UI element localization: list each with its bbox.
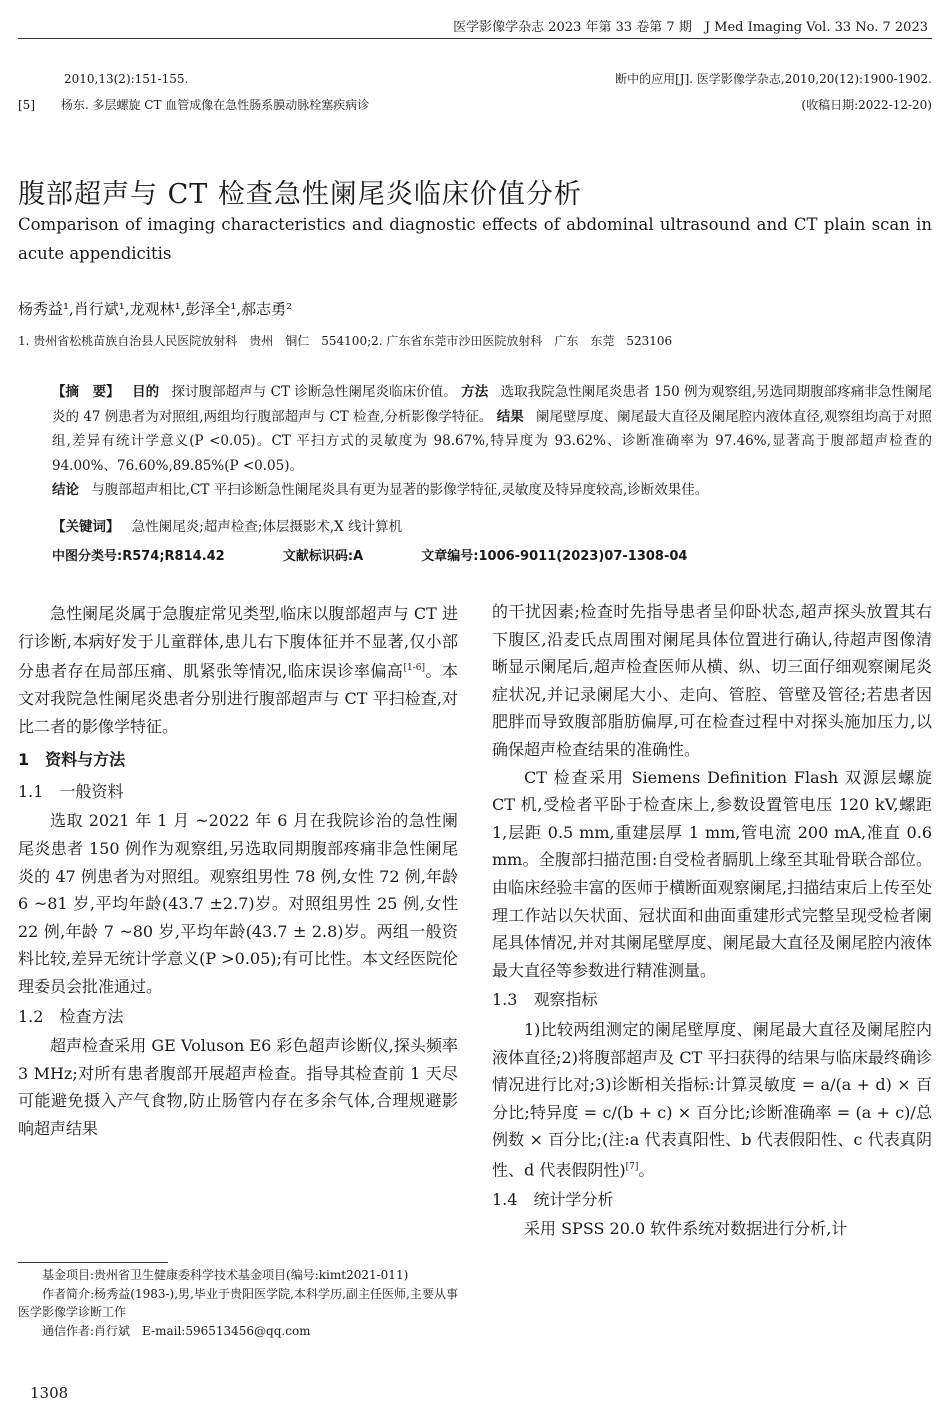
fund-note: 基金项目:贵州省卫生健康委科学技术基金项目(编号:kimt2021-011) (42, 1268, 409, 1282)
body-paragraph: 采用 SPSS 20.0 软件系统对数据进行分析,计 (524, 1219, 848, 1239)
body-right-column (492, 598, 932, 1243)
reference-text: 杨东. 多层螺旋 CT 血管成像在急性肠系膜动脉栓塞疾病诊 (60, 98, 370, 112)
reference-line: 断中的应用[J]. 医学影像学杂志,2010,20(12):1900-1902. (615, 72, 932, 86)
keywords (52, 515, 932, 535)
page-number: 1308 (30, 1384, 69, 1402)
body-paragraph: 1)比较两组测定的阑尾壁厚度、阑尾最大直径及阑尾腔内液体直径;2)将腹部超声及 CT 平扫获得的结果与临床最终确诊情况进行比对;3)诊断相关指标:计算灵敏度 = a/(a + d) × 百分比;特异度 = c/(b + c) × 百分比;诊断准确率 = (a + c)/总例数 × 百分比;(注:a 代表真阳性、b 代表假阳性、c 代表真阴性、d 代表假阴性)[7]。 (492, 1019, 932, 1180)
references-left (18, 66, 458, 118)
reference-number: [5] (18, 98, 35, 112)
footnote-divider (18, 1262, 168, 1263)
document-code: 文献标识码:A (282, 549, 364, 564)
article-title-english: Comparison of imaging characteristics and diagnostic effects of abdominal ultrasound and CT plain scan in acute appendicitis (18, 215, 932, 263)
citation: [7] (625, 1161, 639, 1172)
result-text: 阑尾壁厚度、阑尾最大直径及阑尾腔内液体直径,观察组均高于对照组,差异有统计学意义(P <0.05)。CT 平扫方式的灵敏度为 98.67%,特异度为 93.62%、诊断准确率为 97.46%,显著高于腹部超声检查的 94.00%、76.60%,89.85%(P <0.05)。 (52, 408, 932, 474)
author-bio: 作者简介:杨秀益(1983-),男,毕业于贵阳医学院,本科学历,副主任医师,主要从事医学影像学诊断工作 (18, 1286, 458, 1319)
body-paragraph: CT 检查采用 Siemens Definition Flash 双源层螺旋 CT 机,受检者平卧于检查床上,参数设置管电压 120 kV,螺距 1,层距 0.5 mm,重建层厚 1 mm,管电流 200 mA,准直 0.6 mm。全腹部扫描范围:自受检者膈肌上缘至其耻骨联合部位。由临床经验丰富的医师于横断面观察阑尾,扫描结束后上传至处理工作站以矢状面、冠状面和曲面重建形式完整呈现受检者阑尾具体情况,并对其阑尾壁厚度、阑尾最大直径及阑尾腔内液体最大直径等参数进行精准测量。 (492, 767, 932, 980)
section-heading: 1 资料与方法 (18, 750, 126, 770)
reference-item (18, 92, 458, 118)
subsection-heading: 1.1 一般资料 (18, 781, 124, 801)
method-label: 方法 (461, 384, 489, 400)
journal-header: 医学影像学杂志 2023 年第 33 卷第 7 期 J Med Imaging Vol. 33 No. 7 2023 (453, 20, 928, 35)
abstract-label: 【摘 要】 (52, 384, 120, 400)
article-title: 腹部超声与 CT 检查急性阑尾炎临床价值分析 (18, 179, 582, 210)
body-left-column (18, 600, 458, 1143)
citation: [1-6] (403, 663, 425, 674)
subsection-heading: 1.2 检查方法 (18, 1006, 124, 1026)
intro-paragraph: 急性阑尾炎属于急腹症常见类型,临床以腹部超声与 CT 进行诊断,本病好发于儿童群体,患儿右下腹体征并不显著,仅小部分患者存在局部压痛、肌紧张等情况,临床误诊率偏高[1-6]。本文对我院急性阑尾炎患者分别进行腹部超声与 CT 平扫检查,对比二者的影像学特征。 (18, 604, 458, 736)
classification-line (52, 545, 932, 564)
article-number: 文章编号:1006-9011(2023)07-1308-04 (421, 549, 688, 564)
abstract (52, 380, 932, 503)
footnotes (18, 1266, 458, 1340)
clc-number: 中图分类号:R574;R814.42 (52, 549, 225, 564)
method-text: 选取我院急性阑尾炎患者 150 例为观察组,另选同期腹部疼痛非急性阑尾炎的 47 例患者为对照组,两组均行腹部超声与 CT 检查,分析影像学特征。 (52, 384, 933, 425)
corresponding-author: 通信作者:肖行斌 E-mail:596513456@qq.com (42, 1323, 311, 1338)
body-paragraph: 的干扰因素;检查时先指导患者呈仰卧状态,超声探头放置其右下腹区,沿麦氏点周围对阑尾具体位置进行确认,待超声图像清晰显示阑尾后,超声检查医师从横、纵、切三面仔细观察阑尾炎症状况,并记录阑尾大小、走向、管腔、管壁及管径;若患者因肥胖而导致腹部脂肪偏厚,可在检查过程中对探头施加压力,以确保超声检查结果的准确性。 (492, 602, 932, 759)
conclusion-text: 与腹部超声相比,CT 平扫诊断急性阑尾炎具有更为显著的影像学特征,灵敏度及特异度较高,诊断效果佳。 (91, 482, 709, 498)
subsection-heading: 1.4 统计学分析 (492, 1189, 614, 1209)
objective-label: 目的 (132, 384, 160, 400)
body-paragraph: 超声检查采用 GE Voluson E6 彩色超声诊断仪,探头频率 3 MHz;对所有患者腹部开展超声检查。指导其检查前 1 天尽可能避免摄入产气食物,防止肠管内存在多余气体,合理规避影响超声结果 (18, 1036, 458, 1139)
conclusion-label: 结论 (52, 482, 79, 498)
result-label: 结果 (496, 408, 524, 425)
body-paragraph: 选取 2021 年 1 月 ~2022 年 6 月在我院诊治的急性阑尾炎患者 150 例作为观察组,另选取同期腹部疼痛非急性阑尾炎的 47 例患者为对照组。观察组男性 78 例,女性 72 例,年龄 6 ~81 岁,平均年龄(43.7 ±2.7)岁。对照组男性 25 例,女性 22 例,年龄 7 ~80 岁,平均年龄(43.7 ± 2.8)岁。两组一般资料比较,差异无统计学意义(P >0.05);有可比性。本文经医院伦理委员会批准通过。 (18, 811, 458, 997)
reference-line: 2010,13(2):151-155. (64, 72, 189, 86)
keywords-text: 急性阑尾炎;超声检查;体层摄影术,X 线计算机 (131, 519, 403, 535)
received-date: (收稿日期:2022-12-20) (801, 98, 932, 112)
references-right (492, 66, 932, 118)
keywords-label: 【关键词】 (52, 519, 120, 535)
author-list: 杨秀益¹,肖行斌¹,龙观林¹,彭泽全¹,郝志勇² (18, 300, 293, 318)
affiliations: 1. 贵州省松桃苗族自治县人民医院放射科 贵州 铜仁 554100;2. 广东省东莞市沙田医院放射科 广东 东莞 523106 (18, 334, 673, 348)
objective-text: 探讨腹部超声与 CT 诊断急性阑尾炎临床价值。 (171, 384, 457, 400)
header-divider (18, 38, 932, 39)
subsection-heading: 1.3 观察指标 (492, 990, 598, 1010)
